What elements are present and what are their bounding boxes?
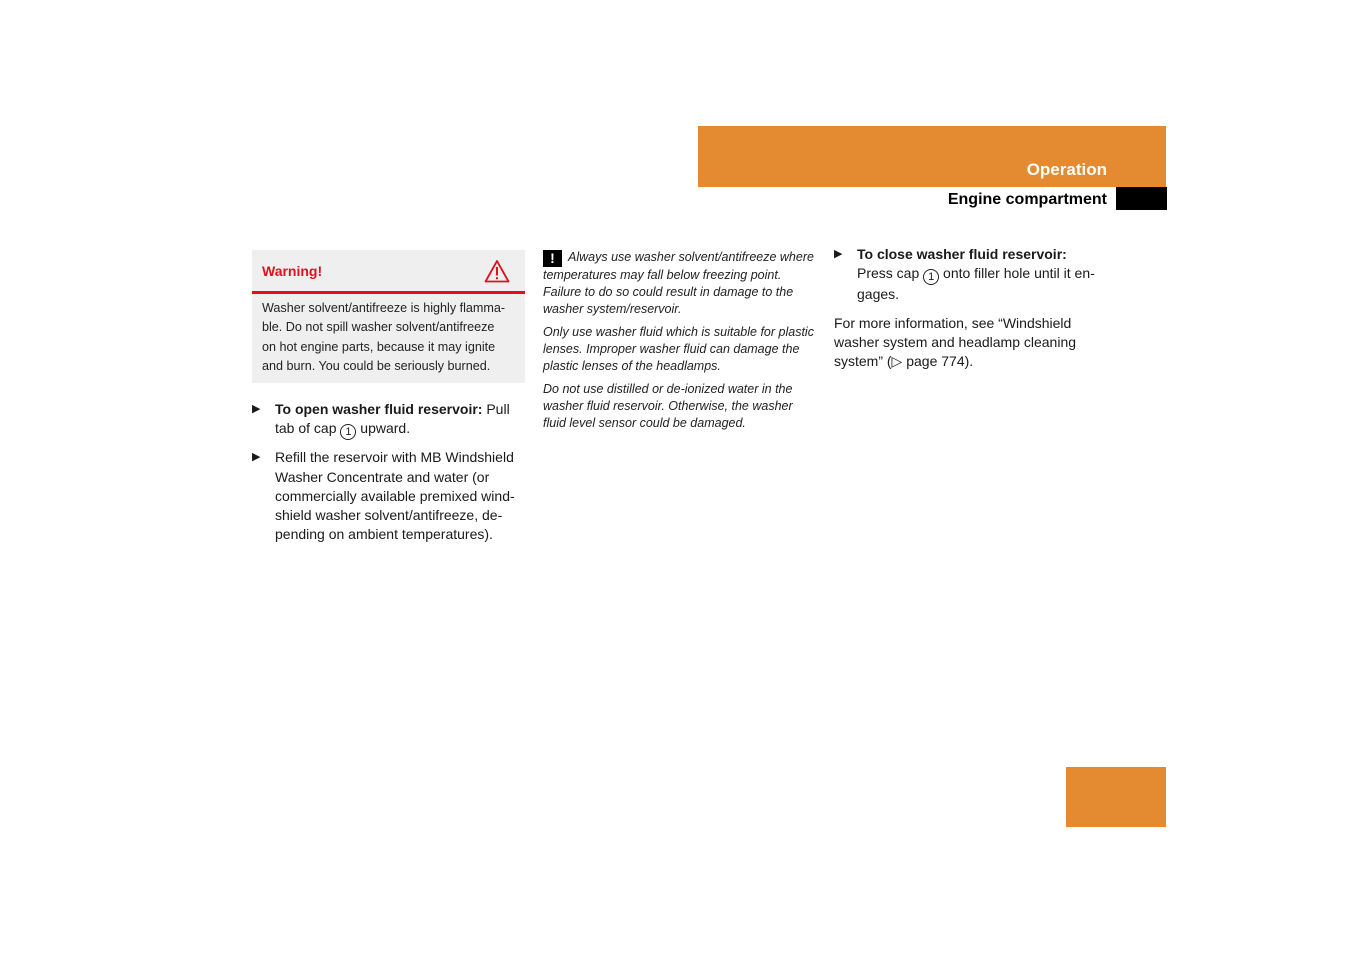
step-arrow-icon: ▶: [834, 248, 843, 260]
section-tab-marker: [1116, 187, 1167, 210]
warning-box: [252, 250, 525, 383]
warning-line: Washer solvent/antifreeze is highly flamma-: [262, 301, 506, 315]
subsection-title: Engine compartment: [947, 191, 1107, 208]
step-text: Refill the reservoir with MB Windshield Washer Concentrate and water (or commercially available premixed wind-shield washer solvent/antifreeze, de-pending on ambient temperatures).: [275, 449, 515, 543]
step-text: upward.: [356, 420, 411, 437]
section-title: Operation: [1026, 160, 1107, 179]
exclamation-icon: !: [543, 250, 562, 267]
caution-notes: [543, 249, 819, 438]
more-info-text: For more information, see “Windshield washer system and headlamp cleaning system” (▷ page 774).: [834, 314, 1077, 370]
caution-note: [543, 249, 819, 318]
step-open-reservoir: [252, 400, 528, 440]
warning-title: Warning!: [262, 263, 323, 279]
step-text: Pull tab of cap: [275, 401, 510, 437]
warning-header: [252, 250, 525, 294]
step-text: Press cap: [857, 265, 924, 282]
page-number-box: [1066, 767, 1166, 827]
warning-line: ble. Do not spill washer solvent/antifreeze: [262, 320, 495, 335]
right-column: [834, 245, 1114, 371]
warning-line: on hot engine parts, because it may ignite: [262, 339, 496, 354]
instruction-steps: [252, 400, 528, 553]
step-close-reservoir: [834, 245, 1114, 305]
warning-line: and burn. You could be seriously burned.: [262, 358, 491, 373]
step-heading: To open washer fluid reservoir:: [275, 401, 483, 417]
step-arrow-icon: ▶: [252, 403, 261, 415]
warning-triangle-icon: [484, 259, 510, 283]
step-arrow-icon: ▶: [252, 451, 261, 464]
caution-note: Do not use distilled or de-ionized water in the washer fluid reservoir. Otherwise, the washer fluid level sensor could be damaged.: [543, 382, 793, 430]
callout-number: 1: [340, 424, 356, 440]
step-refill-reservoir: [252, 448, 528, 544]
callout-number: 1: [923, 269, 939, 285]
warning-text: [252, 294, 525, 376]
note-text: Always use washer solvent/antifreeze where temperatures may fall below freezing point. Failure to do so could result in damage to the washer system/reservoir.: [543, 250, 814, 316]
step-text: onto filler hole until it en-gages.: [857, 265, 1095, 303]
step-heading: To close washer fluid reservoir:: [857, 246, 1067, 262]
caution-note: Only use washer fluid which is suitable for plastic lenses. Improper washer fluid can damage the plastic lenses of the headlamps.: [543, 325, 814, 373]
page-number: 581: [1263, 772, 1290, 789]
